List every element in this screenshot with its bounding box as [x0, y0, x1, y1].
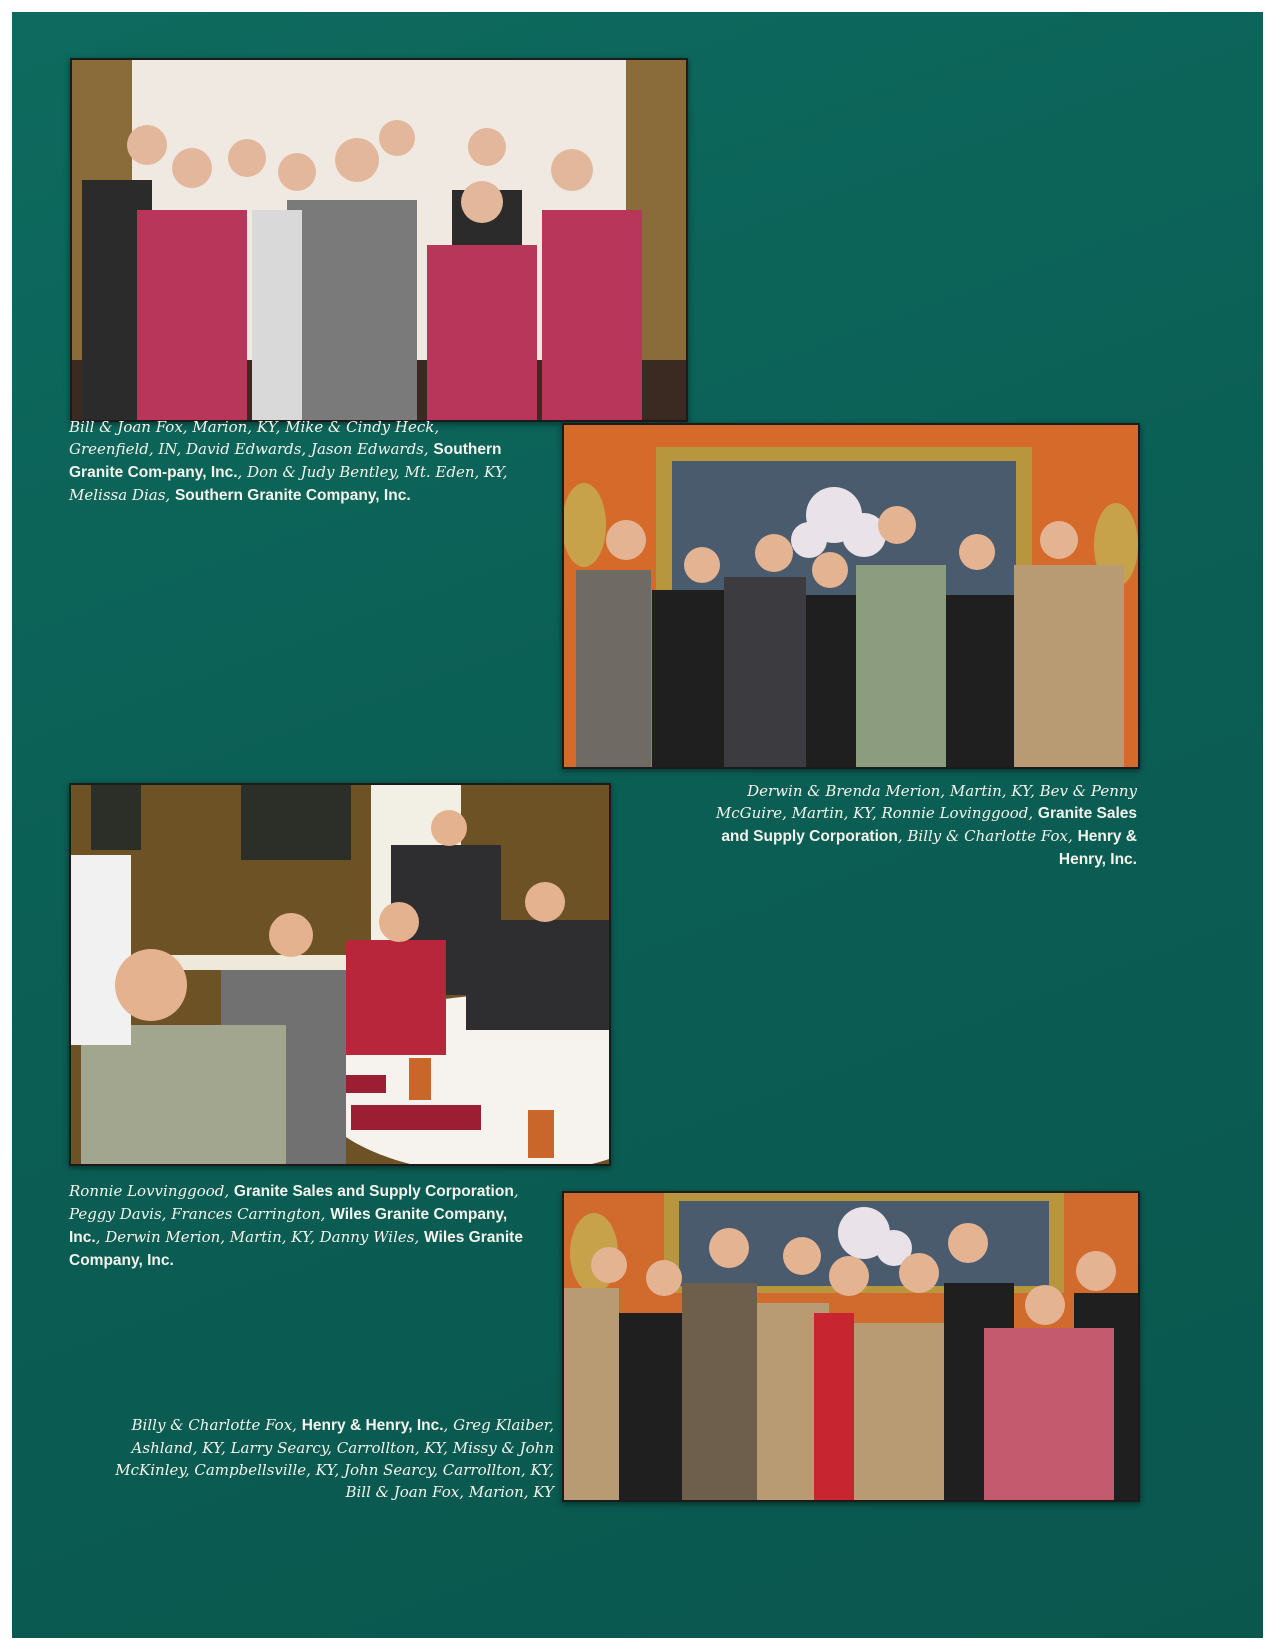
company-name: Granite Sales and Supply Corporation	[721, 805, 1137, 845]
group-photo-4	[562, 1191, 1140, 1502]
caption-text: Ronnie Lovvinggood,	[69, 1182, 234, 1200]
group-photo-2	[562, 423, 1140, 769]
group-photo-1-image	[72, 60, 686, 420]
company-name: Wiles Granite Company, Inc.	[69, 1206, 508, 1246]
company-name: Wiles Granite Company, Inc.	[69, 1229, 523, 1269]
caption-text: , Peggy Davis, Frances Carrington,	[69, 1182, 519, 1223]
caption-text: , Don & Judy Bentley, Mt. Eden, KY, Melissa Dias,	[69, 463, 508, 504]
caption-text: Billy & Charlotte Fox,	[131, 1416, 302, 1434]
caption-text: , Derwin Merion, Martin, KY, Danny Wiles,	[95, 1228, 425, 1246]
company-name: Southern Granite Company, Inc.	[174, 487, 411, 504]
caption-text: Bill & Joan Fox, Marion, KY, Mike & Cindy Heck, Greenfield, IN, David Edwards, Jason Edwards,	[69, 418, 440, 458]
page-background	[12, 12, 1263, 1638]
caption-text: , Greg Klaiber, Ashland, KY, Larry Searcy, Carrollton, KY, Missy & John McKinley, Campbellsville, KY, John Searcy, Carrollton, KY, Bill & Joan Fox, Marion, KY	[115, 1416, 554, 1501]
caption-photo-3	[69, 1180, 539, 1272]
company-name: Henry & Henry, Inc.	[1058, 828, 1137, 868]
group-photo-1	[70, 58, 688, 422]
group-photo-3-image	[71, 785, 609, 1164]
caption-text: Derwin & Brenda Merion, Martin, KY, Bev & Penny McGuire, Martin, KY, Ronnie Lovinggood,	[715, 782, 1137, 822]
caption-photo-2	[696, 780, 1137, 871]
caption-photo-1	[69, 416, 509, 507]
company-name: Southern Granite Com-pany, Inc.	[69, 441, 502, 481]
group-photo-4-image	[564, 1193, 1138, 1500]
caption-photo-4	[108, 1414, 554, 1503]
group-photo-3	[69, 783, 611, 1166]
company-name: Henry & Henry, Inc.	[301, 1417, 444, 1434]
group-photo-2-image	[564, 425, 1138, 767]
company-name: Granite Sales and Supply Corporation	[233, 1183, 514, 1200]
caption-text: , Billy & Charlotte Fox,	[897, 827, 1078, 845]
